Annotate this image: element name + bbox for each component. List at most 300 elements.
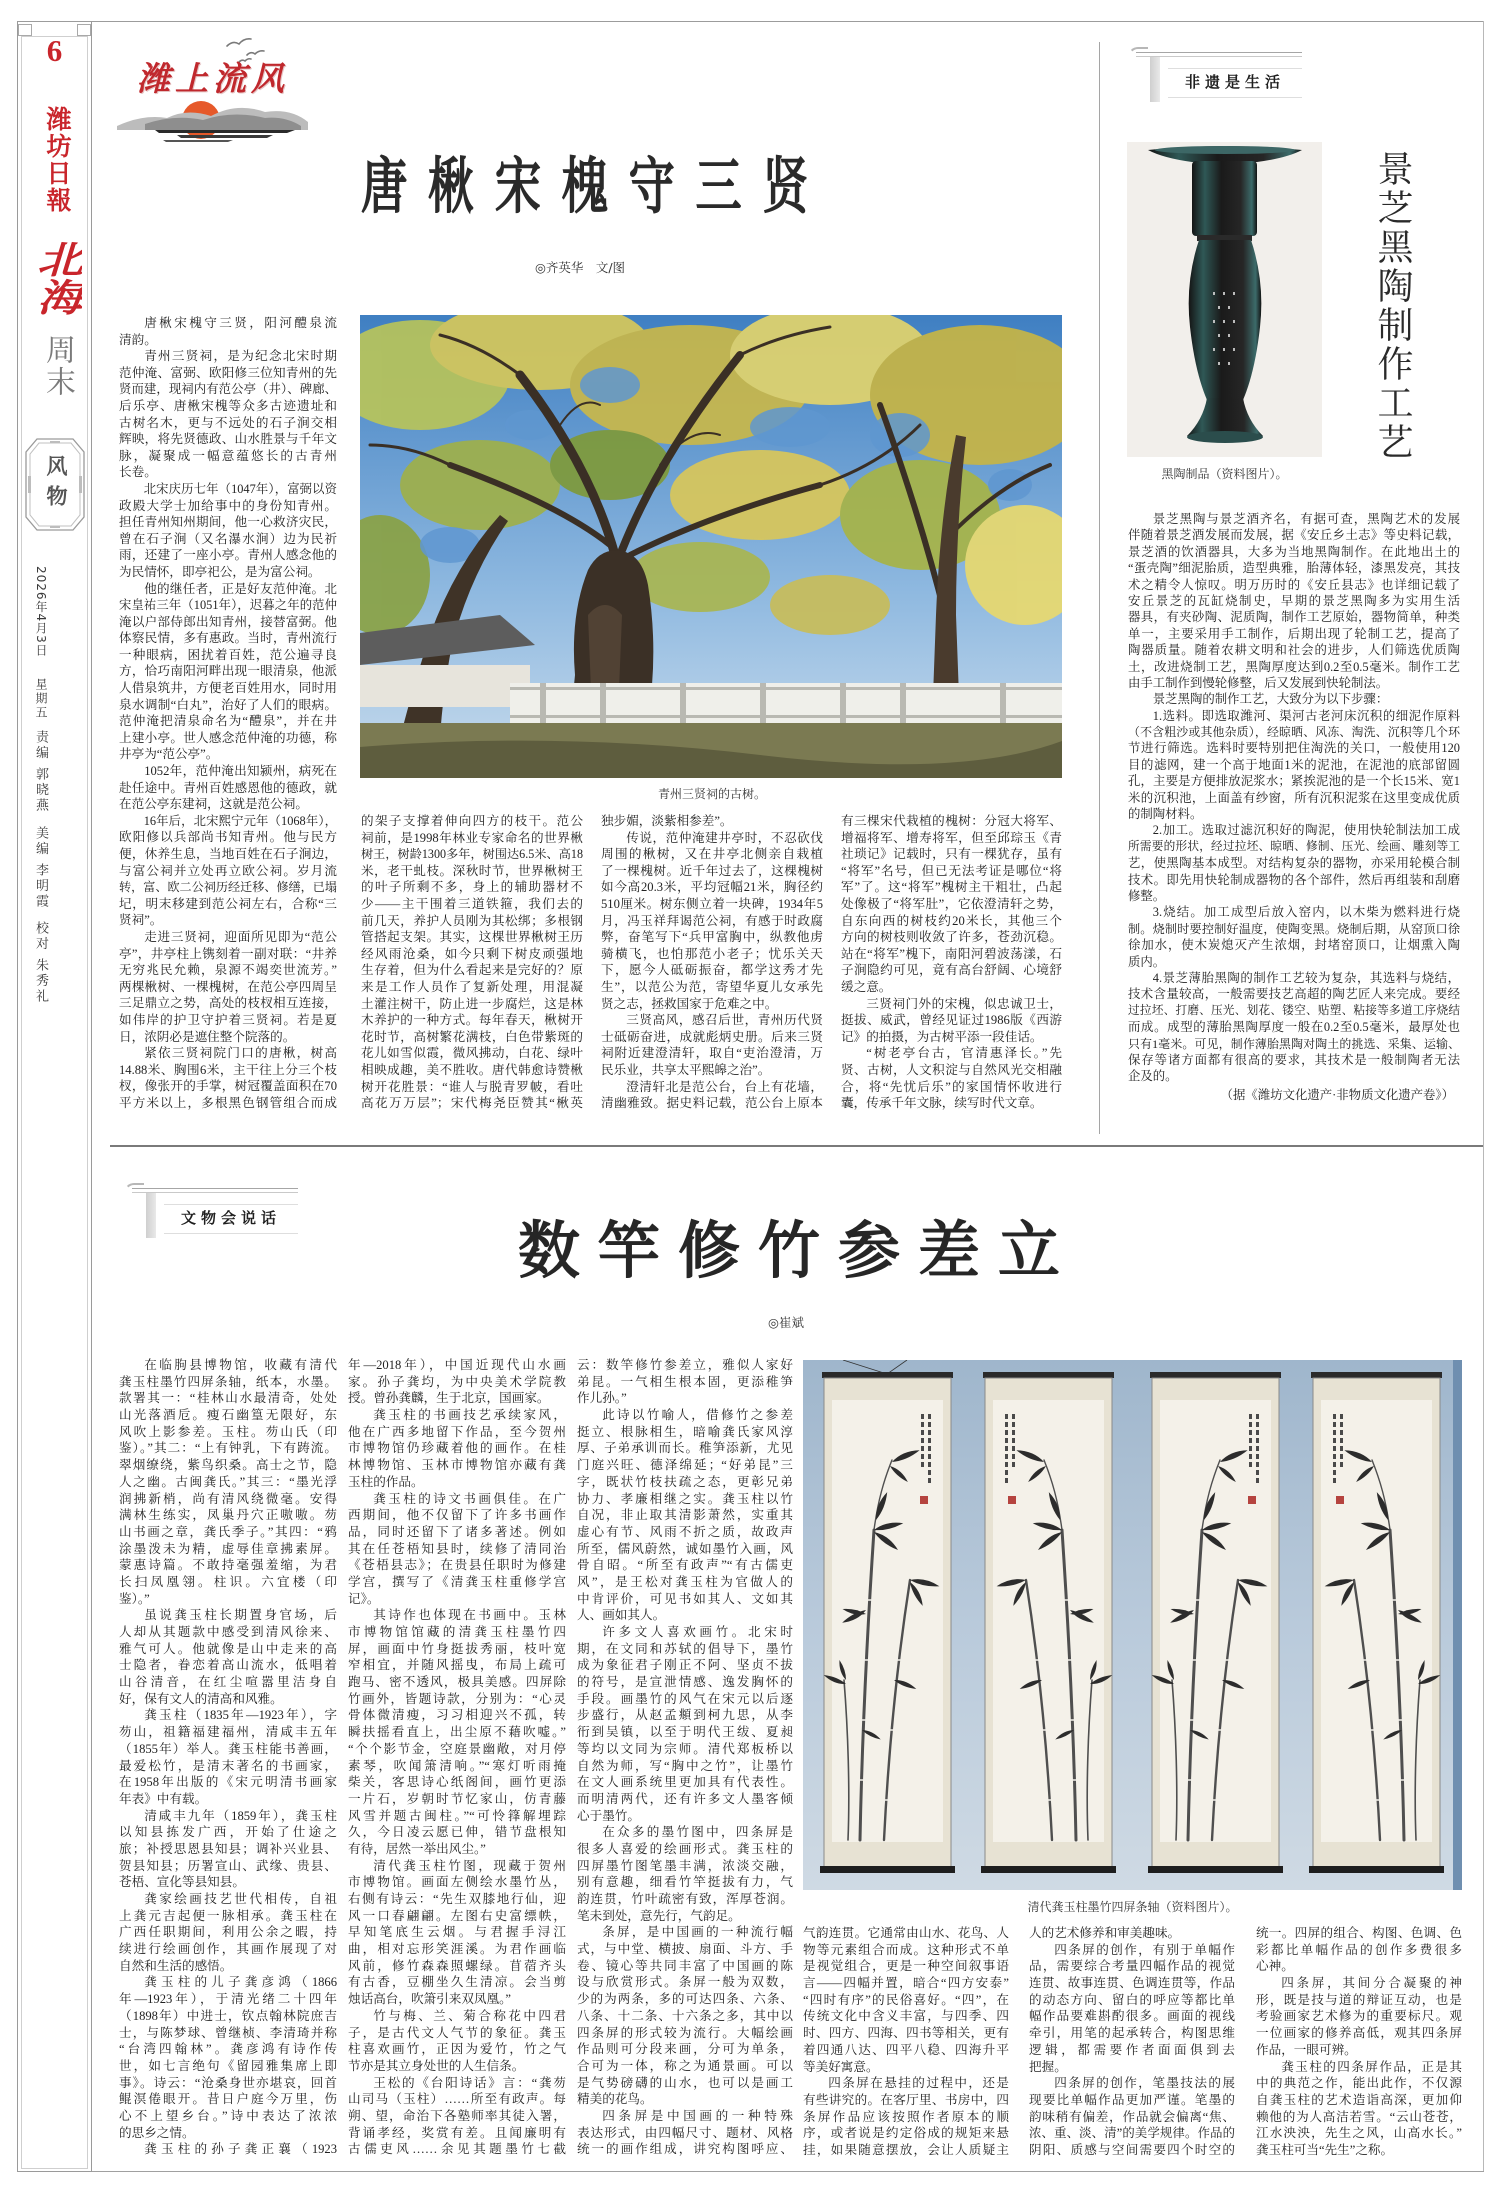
text-line: 如伟岸的护卫守护着三贤祠。若是夏 — [119, 1012, 337, 1027]
text-line: 右侧有诗云：“先生双膝地行仙，迎 — [348, 1892, 566, 1906]
text-line: 西期间，他不仅留下了许多书画作 — [348, 1508, 566, 1523]
text-line: 条屏作品应该按照作者原本的顺 — [803, 2109, 1009, 2124]
text-line: 只有1毫米。可见，制作薄胎黑陶对陶土的挑选、采集、运输、 — [1128, 1036, 1460, 1051]
text-line: 所至，儒风蔚然，诚如墨竹入画，风 — [577, 1541, 793, 1556]
text-line: 别有意趣，细看竹竿挺拔有力，气 — [577, 1875, 793, 1890]
text-line: 中的典范之作，能出此作，不仅源 — [1256, 2076, 1462, 2091]
column-divider — [1099, 42, 1100, 1134]
text-line: 许多文人喜欢画竹。北宋时 — [602, 1625, 793, 1639]
text-line: 月，冯玉祥拜谒范公祠，有感于时政腐 — [601, 913, 823, 928]
text-line: 涂墨泼未为精，虚辱佳章拂素屏。 — [119, 1541, 337, 1556]
text-line: “蛋壳陶”细泥胎质，造型典雅，胎薄体轻，漆黑发亮，其技 — [1128, 561, 1460, 576]
text-line: 泉水调制“白丸”，治好了人们的眼病。 — [119, 697, 337, 712]
text-line: 跑马、密不透风，极具美感。四屏除 — [348, 1675, 566, 1690]
text-line: 四条屏的创作，有别于单幅作 — [1054, 1942, 1235, 1957]
text-line: 他在广西多地留下作品，至今贺州 — [348, 1424, 566, 1439]
text-line: 有待，居然一举出风尘。” — [348, 1841, 486, 1856]
text-line: 1052年，范仲淹出知颍州，病死在 — [144, 764, 337, 779]
text-line: 徐加水，使木炭熄灭产生浓烟，封堵窑顶口，让烟熏入陶 — [1128, 938, 1460, 953]
text-line: 龚玉柱的四条屏作品，正是其 — [1281, 2059, 1462, 2074]
text-line: 有三棵宋代栽植的槐树：分冠大将军、 — [841, 814, 1062, 828]
text-line: 骑横飞，也怕那范小老子；忧乐关天 — [601, 946, 823, 961]
text-line: 风吹上影参差。玉柱。芴山氏（印 — [119, 1424, 337, 1439]
text-line: 烛话高台，吹箫引来双凤凰。” — [348, 1992, 512, 2007]
text-line: 连贯、故事连贯、色调连贯等，作品 — [1029, 1976, 1235, 1991]
text-line: “将军”名号，但已无法考证是哪位“将 — [841, 863, 1062, 878]
text-line: 期，在文同和苏轼的倡导下，墨竹 — [577, 1641, 793, 1656]
text-line: 自况，非止取其清影萧然，实重其 — [577, 1508, 793, 1523]
text-line: 品，同时还留下了诸多著述。例如 — [348, 1524, 566, 1539]
scroll-3 — [1148, 1372, 1283, 1873]
text-line: 510厘米。树东侧立着一块碑，1934年5 — [601, 896, 823, 911]
bottom-article-column-6 — [1256, 1925, 1462, 2159]
text-line: 门庭兴旺、德泽绵延；“好弟昆”三 — [577, 1458, 793, 1473]
top-article-photo-caption: 青州三贤祠的古树。 — [657, 787, 766, 801]
badge-pillar — [146, 1193, 156, 1238]
text-line: 弊，奋笔写下“兵甲富胸中，纵教他虏 — [601, 930, 823, 945]
text-line: 清幽雅致。据史料记载，范公台上原本 — [601, 1096, 823, 1111]
text-line: 市博物馆仍珍藏着他的画作。在桂 — [348, 1441, 566, 1456]
text-line: 贤而建，现祠内有范公亭（井）、碑廊、 — [119, 382, 337, 397]
text-line: 年表》中有载。 — [119, 1791, 208, 1806]
text-line: （1855年）举人。龚玉柱能书善画， — [119, 1741, 337, 1756]
text-line: 虚心有节、风雨不折之质，故政声 — [577, 1524, 793, 1539]
text-line: 来是工作人员作了复新处理，用混凝 — [361, 979, 583, 994]
text-line: 四条屏是中国画的一种特殊 — [602, 2108, 793, 2123]
text-line: 精美的花鸟。 — [577, 2092, 653, 2107]
text-line: 清韵。 — [119, 332, 157, 347]
text-line: 景芝酒的饮酒器具，大多为当地黑陶制作。在此地出土的 — [1128, 544, 1460, 559]
text-line: 质内。 — [1128, 954, 1166, 969]
text-line: 玉柱的作品。 — [348, 1474, 424, 1489]
text-line: 北宋庆历七年（1047年），富弼以资 — [143, 481, 337, 496]
text-line: 现要比单幅作品更加严谨。笔墨的 — [1029, 2092, 1235, 2107]
text-line: 贤、古树，人文积淀与自然风光交相融 — [841, 1062, 1062, 1077]
text-line: 竹与梅、兰、菊合称花中四君 — [373, 2008, 566, 2023]
text-line: 长扫凤凰翎。柱识。六宜楼（印 — [119, 1574, 337, 1589]
text-line: 在范公亭东建祠，这就是范公祠。 — [119, 797, 308, 812]
text-line: 由手工制作到慢轮修整，后又发展到快轮制法。 — [1128, 675, 1389, 690]
text-line: “四时有序”的民俗喜好。“四”，在 — [803, 1992, 1009, 2007]
text-line: 范仲淹把清泉命名为“醴泉”，并在井 — [119, 714, 337, 729]
text-line: 安丘景芝的瓦缸烧制史，早期的景芝黑陶多为实用生活 — [1128, 593, 1460, 608]
badge-pillar — [1150, 57, 1160, 102]
text-line: 站在“将军”槐下，南阳河碧波荡漾，石 — [841, 946, 1062, 961]
text-line: 芴山，祖籍福建福州，清咸丰五年 — [119, 1725, 337, 1740]
text-line: 所需要的形状，经过拉坯、晾晒、修制、压光、绘画、雕刻等工 — [1128, 839, 1460, 853]
text-line: 囊，传承千年文脉，续写时代文章。 — [841, 1096, 1043, 1111]
text-line: 赖他的为人高洁若雪。“云山苍苍， — [1256, 2109, 1462, 2124]
text-line: 澄清轩北是范公台，台上有花墙， — [626, 1079, 823, 1094]
text-line: 柴关，客思诗心纸阁间，画竹更添 — [348, 1775, 566, 1790]
text-line: 下，愿今人砥砺振奋，都学这秀才先 — [601, 963, 823, 978]
text-line: 风”，是王松对龚玉柱为官做人的 — [577, 1574, 793, 1589]
text-line: 翠烟缭绕，紫鸟织桑。高士之节，隐 — [119, 1458, 337, 1473]
feature-section-label: 非遗是生活 — [1168, 68, 1302, 98]
text-line: “个个影节金，空庭景幽敞，对月停 — [348, 1741, 566, 1756]
text-line: 高花万万层”；宋代梅尧臣赞其“楸英 — [361, 1096, 583, 1111]
text-line: 祠附近建澄清轩，取自“吏治澄清，万 — [601, 1046, 823, 1061]
text-line: 处像极了“将军肚”，它依澄清轩之势， — [841, 896, 1062, 911]
text-line: 青州三贤祠，是为纪念北宋时期 — [144, 349, 337, 364]
text-line: 时、四方、四海、四书等相关，更有 — [803, 2026, 1009, 2041]
text-line: 企及的。 — [1128, 1069, 1178, 1084]
text-line: 陶器质量。随着农耕文明和社会的进步，人们筛选优质陶 — [1128, 643, 1460, 658]
text-line: 少——主干围着三道铁箍，我们去的 — [361, 896, 583, 911]
text-line: 宋皇祐三年（1051年），迟暮之年的范仲 — [119, 598, 337, 613]
badge-roof — [132, 1188, 298, 1193]
text-line: 其诗作也体现在书画中。玉林 — [373, 1608, 566, 1623]
text-line: 军”了。这“将军”槐树主干粗壮，凸起 — [841, 880, 1062, 895]
text-line: 续进行绘画创作，其画作展现了对 — [119, 1942, 337, 1957]
text-line: 素琴，吹闻箫清响。”“寒灯听雨掩 — [348, 1758, 566, 1773]
text-line: 韵味稍有偏差，作品就会偏离“焦、 — [1029, 2109, 1235, 2124]
text-line: 上龚元吉起便一脉相承。龚玉柱在 — [119, 1908, 337, 1923]
text-line: 伴随着景芝酒发展而发展，据《安丘乡土志》等史料记载， — [1128, 528, 1460, 543]
text-line: 在1958年出版的《宋元明清书画家 — [119, 1775, 337, 1790]
text-line: 自东向西的树枝约20米长，其他三个 — [841, 913, 1062, 928]
text-line: 人之幽。古闽龚氏。”其三：“墨光浮 — [119, 1474, 337, 1489]
text-line: 传统文化中含义丰富，与四季、四 — [803, 2009, 1009, 2024]
text-line: 心不上望乡台。”诗中表达了浓浓 — [119, 2108, 337, 2123]
text-line: 清代龚玉柱竹图，现藏于贺州 — [373, 1858, 566, 1873]
text-line: 独步媚，淡紫相参差”。 — [601, 814, 733, 828]
text-line: 一片石，岁朝时节忆家山，仿青藤 — [348, 1791, 566, 1806]
text-line: 四条屏的创作，笔墨技法的展 — [1054, 2076, 1235, 2091]
feature-headline: 景芝黑陶制作工艺 — [1372, 150, 1413, 462]
text-line: 14.88米、胸围6米，主干往上分三个枝 — [119, 1062, 337, 1077]
top-article-column-4 — [841, 813, 1062, 1112]
text-line: 早知笔底生云烟。与君握手浔江 — [348, 1925, 566, 1940]
feature-body-column — [1128, 511, 1460, 1085]
text-line: 久，今日凌云愿已伸，错节盘根知 — [348, 1825, 566, 1840]
text-line: 节进行筛选。选料时要特别把住淘洗的关口，一般使用120 — [1128, 741, 1460, 756]
text-line: 三足鼎立之势，高处的枝杈相互连接， — [119, 996, 337, 1011]
bottom-article-column-3 — [577, 1357, 793, 2158]
section-separator — [110, 1145, 1483, 1147]
text-line: 方，恰巧南阳河畔出现一眼清泉，他派 — [119, 664, 337, 679]
text-line: 贤之志，拯救国家于危难之中。 — [601, 996, 778, 1011]
text-line: 淹以户部侍郎出知青州，接替富弼。他 — [119, 614, 337, 629]
bottom-article-column-4 — [803, 1925, 1009, 2159]
text-line: 范仲淹、富弼、欧阳修三位知青州的先 — [119, 365, 337, 380]
text-line: 赴任途中。青州百姓感恩他的德政，就 — [119, 780, 337, 795]
text-line: 统一。四屏的组合、构图、色调、色 — [1256, 1926, 1462, 1940]
credit-role: 校对 — [33, 921, 48, 952]
text-line: 形，既是技与道的辩证互动，也是 — [1256, 1992, 1462, 2007]
text-line: 管搭起支架。其实，这棵世界楸树王历 — [361, 930, 583, 945]
text-line: 幅作品要难斟酌很多。画面的视线 — [1029, 2009, 1235, 2024]
text-line: 花儿如雪似霞，微风拂动，白花、绿叶 — [361, 1046, 583, 1061]
text-line: 阴阳、质感与空间需要四个时空的 — [1029, 2142, 1235, 2157]
text-line: 条屏，是中国画的一种流行幅 — [602, 1925, 793, 1940]
text-line: 世，如七言绝句《留园雅集席上即 — [119, 2058, 337, 2073]
text-line: 四屏墨竹图笔墨丰满，浓淡交融， — [577, 1858, 793, 1873]
text-line: 龚玉柱的书画技艺承续家风， — [373, 1408, 566, 1423]
bamboo-scrolls-photo-caption: 清代龚玉柱墨竹四屏条轴（资料图片）。 — [1027, 1900, 1238, 1914]
text-line: 朔、望，命治下各塾师率其徒入署， — [348, 2108, 566, 2123]
text-line: 他的继任者，正是好友范仲淹。北 — [144, 581, 337, 596]
text-line: 雅气可人。他就像是山中走来的高 — [119, 1641, 337, 1656]
text-line: 协力、孝廉相继之实。龚玉柱以竹 — [577, 1491, 793, 1506]
text-line: 雨，还建了一座小亭。青州人感念他的 — [119, 548, 337, 563]
text-line: 的叶子所剩不多，身上的辅助器材不 — [361, 880, 583, 895]
text-line: 而成。成型的薄胎黑陶厚度一般在0.2至0.5毫米，最厚处也 — [1128, 1020, 1460, 1035]
text-line: 挺拔、威武，曾经见证过1986版《西游 — [841, 1013, 1062, 1028]
text-line: 字，既状竹枝扶疏之态，更彰兄弟 — [577, 1474, 793, 1489]
text-line: 的思乡之情。 — [119, 2125, 195, 2140]
text-line: 龚玉柱可当“先生”之称。 — [1256, 2142, 1394, 2157]
feature-source-note: （据《潍坊文化遗产·非物质文化遗产卷》） — [1220, 1088, 1454, 1102]
text-line: 笔未到处，意先行，气韵足。 — [577, 1908, 741, 1923]
text-line: 相映成趣，美不胜收。唐代韩愈诗赞楸 — [361, 1062, 583, 1077]
text-line: 人的艺术修养和审美趣味。 — [1029, 1926, 1181, 1940]
text-line: 最爱松竹，是清末著名的书画家， — [119, 1758, 337, 1773]
text-line: 表达形式，由四幅尺寸、题材、风格 — [577, 2125, 793, 2140]
text-line: 四条屏，其间分合凝聚的神 — [1281, 1976, 1462, 1991]
page-number: 6 — [46, 33, 63, 68]
text-line: 目的滤网，建一个高于地面1米的泥池，在泥池的底部留圆 — [1128, 757, 1460, 772]
text-line: 鲲溟倦眼开。昔日户庭今万里，伤 — [119, 2092, 337, 2107]
bottom-article-headline: 数竿修竹参差立 — [518, 1218, 1079, 1286]
page-frame-right — [1483, 21, 1484, 2172]
top-article-column-1 — [119, 315, 337, 1112]
text-line: 作儿孙。” — [577, 1391, 627, 1406]
text-line: 云：数竿修竹参差立，雅似人家好 — [577, 1358, 793, 1372]
issue-weekday: 星期五 — [34, 678, 48, 720]
text-line: 龚玉柱墨竹四屏条轴，纸本，水墨。 — [119, 1374, 337, 1389]
credit-name: 郭晓燕 — [33, 767, 48, 814]
text-line: 树王，树龄1300多年，树围达6.5米、高18 — [361, 847, 583, 862]
text-line: 圮，明末移建到范公祠左右，合称“三 — [119, 896, 337, 911]
text-line: “树老亭台古，官清惠泽长。”先 — [866, 1046, 1062, 1061]
text-line: 三贤高风，感召后世，青州历代贤 — [626, 1013, 823, 1028]
bottom-article-column-1 — [119, 1357, 337, 2158]
text-line: （不含粗沙或其他杂质），经晾晒、风冻、淘洗、沉积等几个环 — [1128, 725, 1460, 740]
text-line: 言——四幅并置，暗合“四方安泰” — [803, 1976, 1009, 1991]
text-line: 无穷兆民允赖，泉源不竭奕世流芳。” — [119, 963, 337, 978]
text-line: 山谷清音，在红尘喧嚣里洁身自 — [119, 1675, 337, 1690]
text-line: 有古香，豆棚坐久生清凉。会当剪 — [348, 1975, 566, 1990]
text-line: 2.加工。选取过滤沉积好的陶泥，使用快轮制法加工成 — [1152, 823, 1460, 838]
text-line: 挺立、根脉相生，暗喻龚氏家风淳 — [577, 1424, 793, 1439]
text-line: 人却从其题款中感受到清风徐来、 — [119, 1625, 337, 1639]
text-line: 苍梧、宣化等县知县。 — [119, 1875, 245, 1890]
text-line: 满林生练实，凤巢丹穴正嗷嗷。芴 — [119, 1508, 337, 1523]
text-line: 三贤祠门外的宋槐，似忠诚卫士， — [866, 996, 1062, 1011]
text-line: 以知县拣发广西，开始了仕途之 — [119, 1825, 337, 1840]
text-line: 井亭为“范公亭”。 — [119, 747, 219, 762]
text-line: 米的沉积池，上面盖有纱窗，所有沉积泥浆在这里变成优质 — [1128, 790, 1460, 805]
text-line: 辉映，将先贤德政、山水胜景与千年文 — [119, 432, 337, 447]
text-line: 弟昆。一气相生根本固，更添稚笋 — [577, 1374, 793, 1389]
text-line: 士隐者，眷恋着高山流水，低唱着 — [119, 1658, 337, 1673]
text-line: 便，休养生息，当地百姓在石子涧边， — [119, 847, 337, 861]
text-line: 在众多的墨竹图中，四条屏是 — [602, 1825, 793, 1840]
text-line: 广西任职期间，利用公余之暇，持 — [119, 1925, 337, 1940]
text-line: 风一口春翩翩。左图右史富缥帙， — [348, 1908, 566, 1923]
text-line: 传说，范仲淹建井亭时，不忍砍伐 — [626, 830, 823, 845]
text-line: 平方米以上，多根黑色钢管组合而成 — [119, 1095, 337, 1110]
text-line: 屏，画面中竹身挺拔秀丽，枝叶宽 — [348, 1641, 566, 1656]
top-article-headline: 唐楸宋槐守三贤 — [361, 151, 830, 222]
text-line: 脉，凝聚成一幅意蕴悠长的古青州 — [119, 448, 337, 463]
bottom-section-badge — [124, 1182, 302, 1240]
text-line: 心于墨竹。 — [577, 1808, 640, 1823]
text-line: 山书画之章，龚氏季子。”其四：“鸦 — [119, 1524, 337, 1539]
text-line: 润拂新梢，尚有清风绕微毫。安得 — [119, 1491, 337, 1506]
text-line: 过拉坯、打磨、压光、划花、镂空、贴塑、粘接等多道工序烧结 — [1128, 1003, 1460, 1017]
text-line: 走进三贤祠，迎面所见即为“范公 — [144, 929, 337, 944]
text-line: 古树名木，更与不远处的石子涧交相 — [119, 415, 337, 430]
top-article-column-3 — [601, 813, 823, 1112]
text-line: 孔，主要是方便排放泥浆水；紧挨泥池的是一个长15米、宽1 — [1128, 774, 1460, 789]
text-line: 气韵连贯。它通常由山水、花鸟、人 — [803, 1926, 1009, 1940]
column-logo-title: 潍上流风 — [137, 62, 289, 98]
text-line: 窄相宜，并随风摇曳，布局上疏可 — [348, 1658, 566, 1673]
text-line: 增福将军、增寿将军，但至邱琮玉《青 — [841, 830, 1062, 845]
text-line: 品，需要综合考量四幅作品的视觉 — [1029, 1959, 1235, 1974]
page-frame-top — [17, 21, 1484, 22]
text-line: 术之精令人惊叹。明万历时的《安丘县志》也详细记载了 — [1128, 577, 1460, 592]
text-line: 年—2018年），中国近现代山水画 — [348, 1358, 566, 1372]
birds-icon — [227, 39, 264, 62]
text-line: 的制陶材料。 — [1128, 807, 1203, 822]
text-line: 八条、十二条、十六条之多，其中以 — [577, 2008, 793, 2023]
text-line: 土灌注树干，防止进一步腐烂，这是林 — [361, 996, 583, 1011]
text-line: 鉴）。” — [119, 1591, 150, 1606]
text-line: 清咸丰九年（1859年），龚玉柱 — [144, 1808, 337, 1823]
text-line: 生存着，但为什么看起来是完好的？原 — [361, 963, 583, 978]
issue-date: 2026年4月3日 — [34, 566, 48, 657]
text-line: 瞬扶摇看直上，出尘原不藉吹嘘。” — [348, 1725, 566, 1740]
text-line: 蒙惠诗篇。不敢持毫强羞缩，为君 — [119, 1558, 337, 1573]
text-line: 记》的拍摄，为古树平添一段佳话。 — [841, 1029, 1043, 1044]
edition-name: 北海 — [31, 240, 82, 316]
text-line: 龚玉柱的诗文书画俱佳。在广 — [373, 1491, 566, 1506]
text-line: 龚玉柱的孙子龚正襄（1923 — [144, 2142, 337, 2157]
text-line: 与富公祠并立处再立欧公祠。岁月流 — [119, 863, 337, 878]
text-line: 手段。画墨竹的风气在宋元以后逐 — [577, 1691, 793, 1706]
text-line: 自龚玉柱的艺术造诣高深，更加仰 — [1256, 2092, 1462, 2107]
feature-section-badge — [1128, 46, 1306, 104]
text-line: 合可为一体，称之为通景画。可以 — [577, 2058, 793, 2073]
text-line: 节亦是其立身处世的人生信条。 — [348, 2058, 525, 2073]
text-line: 市博物馆馆藏的清龚玉柱墨竹四 — [348, 1625, 566, 1639]
text-line: 周围的楸树，又在井亭北侧亲自栽植 — [601, 847, 823, 862]
text-line: 挂，如果随意摆放，会让人质疑主 — [803, 2142, 1009, 2157]
text-line: 风雪并题古闽柱。”“可怜箨解埋踪 — [348, 1808, 566, 1823]
text-line: 为民情怀，即亭祀公，是为富公祠。 — [119, 564, 321, 579]
text-line: 江水泱泱，先生之风，山高水长。” — [1256, 2126, 1462, 2141]
text-line: 等美好寓意。 — [803, 2059, 879, 2074]
text-line: 的架子支撑着伸向四方的枝干。范公 — [361, 814, 583, 828]
text-line: 转，富、欧二公祠历经迁移、修缮，已塌 — [119, 880, 337, 895]
text-line: 上建小亭。世人感念范仲淹的功德，称 — [119, 730, 337, 745]
text-line: 式，与中堂、横披、扇面、斗方、手 — [577, 1942, 793, 1957]
text-line: 四条屏在悬挂的过程中，还是 — [828, 2076, 1009, 2091]
text-line: 记》。 — [348, 1591, 380, 1606]
text-line: 曾在石子涧（又名瀑水涧）边为民祈 — [119, 531, 337, 546]
text-line: 年—1923年），于清光绪二十四年 — [119, 1992, 337, 2007]
text-line: 成为象征君子刚正不阿、坚贞不拔 — [577, 1658, 793, 1673]
text-line: 1.选料。即选取潍河、渠河古老河床沉积的细泥作原料 — [1152, 708, 1460, 723]
text-line: 士，与陈梦球、曾继桢、李清琦并称 — [119, 2025, 337, 2040]
text-line: 四条屏的形式较为流行。大幅绘画 — [577, 2025, 793, 2040]
text-line: 彩都比单幅作品的创作多费很多 — [1256, 1942, 1462, 1957]
scroll-4 — [1309, 1372, 1444, 1873]
text-line: 鉴）。”其二：“上有钟乳，下有踌流。 — [119, 1441, 337, 1456]
text-line: 技术。即先用快轮制成器物的各个部件，然后再组装和刮磨 — [1128, 872, 1460, 887]
text-line: 韵连贯，竹叶疏密有致，浑厚苍润。 — [577, 1892, 793, 1906]
text-line: 有些讲究的。在客厅里、书房中，四 — [803, 2092, 1009, 2107]
bottom-section-label: 文物会说话 — [164, 1204, 298, 1234]
text-line: 牵引，用笔的起承转合，构图思维 — [1029, 2026, 1235, 2041]
text-line: 自然和生活的感悟。 — [119, 1958, 233, 1973]
text-line: 林博物馆、玉林市博物馆亦藏有龚 — [348, 1458, 566, 1473]
badge-roof — [1136, 52, 1302, 57]
text-line: 欧阳修以兵部尚书知青州。他与民方 — [119, 830, 337, 845]
text-line: 杈，像张开的手掌，树冠覆盖面积在70 — [119, 1079, 337, 1094]
page-frame-bottom — [17, 2171, 1484, 2172]
text-line: 树开花胜景：“谁人与脱青罗帔，看吐 — [361, 1079, 583, 1094]
text-line: 米，老干虬枝。深秋时节，世界楸树王 — [361, 863, 583, 878]
text-line: 的符号，是宣泄情感、逸发胸怀的 — [577, 1675, 793, 1690]
text-line: 一种眼病，困扰着百姓，范公遍寻良 — [119, 647, 337, 662]
text-line: 缓之意。 — [841, 979, 892, 994]
text-line: 长卷。 — [119, 465, 157, 480]
editor-credits — [34, 730, 47, 1005]
text-line: 修整。 — [1128, 888, 1166, 903]
text-line: 设与欣赏形式。条屏一般为双数， — [577, 1975, 793, 1990]
text-line: 厚、子弟承训而长。稚笋添新，尤见 — [577, 1441, 793, 1456]
text-line: 单一，主要采用手工制作，后期出现了轮制工艺，提高了 — [1128, 626, 1460, 641]
text-line: 祠前，是1998年林业专家命名的世界楸 — [361, 830, 583, 845]
text-line: 子，是古代文人气节的象征。龚玉 — [348, 2025, 566, 2040]
text-line: 花时节，高树繁花满枝，白色带紫斑的 — [361, 1029, 583, 1044]
text-line: 后乐亭、唐楸宋槐等众多古迹遗址和 — [119, 398, 337, 413]
text-line: 景芝黑陶的制作工艺，大致分为以下步骤： — [1152, 692, 1389, 707]
credit-name: 朱秀礼 — [33, 958, 48, 1005]
text-line: 着四通八达、四平八稳、四海升平 — [803, 2042, 1009, 2057]
text-line: 旅；补授思恩县知县；调补兴业县、 — [119, 1841, 337, 1856]
text-line: 贤祠”。 — [119, 913, 163, 928]
text-line: 自然为师，写“胸中之竹”，让墨竹 — [577, 1758, 793, 1773]
text-line: “台湾四翰林”。龚彦鸿有诗作传 — [119, 2042, 337, 2057]
text-line: 士砥砺奋进，成就彪炳史册。后来三贤 — [601, 1029, 823, 1044]
text-line: 景芝黑陶与景芝酒齐名，有据可查，黑陶艺术的发展 — [1152, 512, 1460, 526]
text-line: 少的为两条，多的可达四条、六条、 — [577, 1992, 793, 2007]
text-line: 浓、重、淡、清”的美学规律。作品的 — [1029, 2126, 1235, 2141]
text-line: 作品则可分段来画，分可为单条， — [577, 2042, 793, 2057]
text-line: 担任青州知州期间，他一心救济灾民， — [119, 515, 337, 530]
text-line: 山司马（玉柱）……所至有政声。每 — [348, 2092, 566, 2107]
text-line: 物等元素组合而成。这种形式不单 — [803, 1942, 1009, 1957]
text-line: 土，改进烧制工艺，黑陶厚度达到0.2至0.5毫米。制作工艺 — [1128, 659, 1460, 674]
text-line: 衎到吴镇，以至于明代王绂、夏昶 — [577, 1725, 793, 1740]
text-line: 器具，有夹砂陶、泥质陶，制作工艺原始，器物简单，种类 — [1128, 610, 1460, 625]
text-line: 骨自昭。“所至有政声”“有古儒吏 — [577, 1558, 793, 1573]
text-line: 人借泉筑井，方便老百姓用水，同时用 — [119, 681, 337, 696]
text-line: 前几天，养护人员刚为其松绑；多根钢 — [361, 913, 583, 928]
text-line: 统一的画作组成，讲究构图呼应、 — [577, 2142, 793, 2157]
text-line: 在文人画系统里更加具有代表性。 — [577, 1775, 793, 1790]
text-line: 龚家绘画技艺世代相传，自祖 — [144, 1892, 337, 1906]
text-line: 子涧隐约可见，竟有高台舒阔、心境舒 — [841, 963, 1062, 978]
text-line: 曲，相对忘形笑涯溪。为君作画临 — [348, 1942, 566, 1957]
text-line: 《苍梧县志》；在贵县任职时为修建 — [348, 1558, 566, 1573]
text-line: 龚玉柱的儿子龚彦鸿（1866 — [144, 1975, 337, 1990]
